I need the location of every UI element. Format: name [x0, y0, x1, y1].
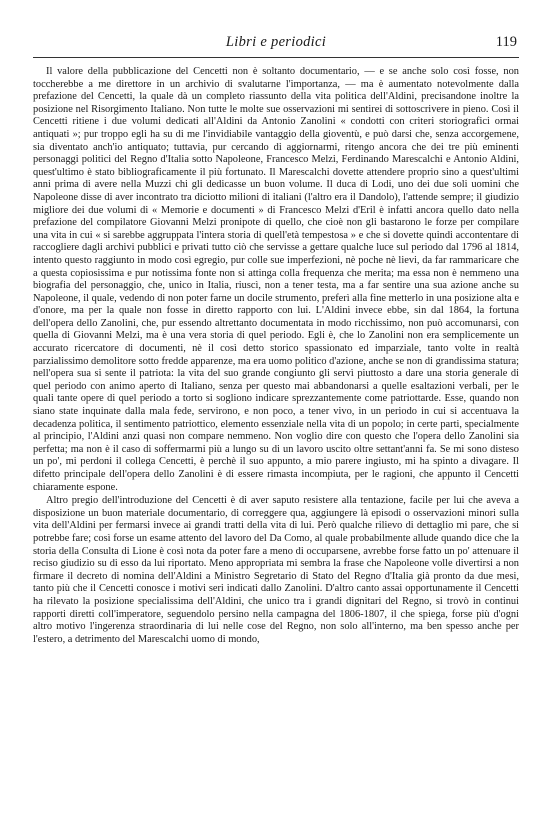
header-rule [33, 57, 519, 58]
paragraph: Altro pregio dell'introduzione del Cencetti è di aver saputo resistere alla tentazione, facile per lui che aveva a disposizione un buon materiale documentario, di correggere qua, aggiungere là episodi o osservazioni minori sulla vita dell'Aldini per fermarsi invece ai grandi tratti della vita di lui. Però qualche rilievo di dettaglio mi pare, che si potrebbe fare; così forse un esame attento del lavoro del Da Como, al quale probabilmente allude quando dice che la storia della Consulta di Lione è così nota da poter fare a meno di occuparsene, avrebbe forse fatto un po' attenuare il reciso giudizio su di esso da lui riportato. Meno appropriata mi sembra la frase che Napoleone volle divertirsi a non firmare il decreto di nomina dell'Aldini a Ministro Segretario di Stato del Regno d'Italia già pronto da due mesi, tanto più che il Cencetti conosce i motivi seri indicati dallo Zanolini. D'altro canto assai opportunamente il Cencetti ha rilevato la posizione specialissima dell'Aldini, che unico tra i grandi dignitari del Regno, si trovò in continui rapporti diretti coll'imperatore, seguendolo persino nella campagna del 1806-1807, il che spiega, forse più d'ogni altro motivo l'ingerenza straordinaria di lui nelle cose del Regno, non solo all'interno, ma ben spesso anche per l'estero, a detrimento del Marescalchi uomo di mondo, [33, 495, 519, 645]
running-title: Libri e periodici [225, 34, 327, 50]
paragraph: Il valore della pubblicazione del Cencetti non è soltanto documentario, — e se anche solo così fosse, non toccherebbe a me direttore in un archivio di svalutarne l'importanza, — ma è aumentato notevolmente dalla prefazione del Cencetti, la quale dà un completo riassunto della vita politica dell'Aldini, precisandone inoltre la posizione nel Risorgimento Italiano. Non tutte le molte sue osservazioni mi sentirei di sottoscrivere in pieno. Così il Cencetti ritiene i due volumi dedicati all'Aldini da Antonio Zanolini « condotti con criteri storiografici ormai antiquati »; pur troppo egli ha su di me l'invidiabile vantaggio della gioventù, e può darsi che, senza accorgemene, sia diventato anch'io antiquato; tuttavia, pur cercando di aggiornarmi, ritengo ancora che dei tre più eminenti personaggi politici del Regno d'Italia sotto Napoleone, Francesco Melzi, Ferdinando Marescalchi e Antonio Aldini, quest'ultimo è stato bibliograficamente il più fortunato. Il Marescalchi dovette attendere proprio sino a quest'ultimi anni prima di avere nella Muzzi chi gli dedicasse un buon volume. Il duca di Lodi, uno dei due soli uomini che Napoleone disse di aver incontrato tra diciotto milioni di italiani (l'altro era il Dandolo), l'attende sempre; il giudizio migliore dei due volumi di « Memorie e documenti » di Francesco Melzi d'Eril è infatti ancora quello dato nella prefazione del compilatore Giovanni Melzi pronipote di quello, che cioè non gli bastarono le forze per compilare una vita in cui « si sarebbe aggruppata l'intera storia di quell'età tempestosa » e che si dovette quindi accontentare di raccogliere dagli archivi pubblici e privati tutto ciò che servisse a gettare qualche luce sul periodo dal 1796 al 1814, intento questo raggiunto in modo così egregio, pur colle sue imperfezioni, nè poche nè lievi, da far rammaricare che a questa copiosissima e pur notissima fonte non si attinga colla frequenza che merita; ma essa non è nemmeno una biografia del personaggio, che, unico in Italia, riuscì, non a tener testa, ma a far sentire una sua azione anche su Napoleone, il quale, vedendo di non poter farne un docile strumento, preferì alla fine metterlo in una posizione alta e d'onore, ma per la quale non fosse in diretto rapporto con lui. L'Aldini invece ebbe, sin dal 1864, la fortuna dell'opera dello Zanolini, che, pur essendo altrettanto documentata in modo ricchissimo, non può accomunarsi, con quella di Giovanni Melzi, ma è una vera storia di quel periodo. Egli è, che lo Zanolini non era semplicemente un accurato ricercatore di documenti, nè il così detto storico spassionato ed imparziale, tanto volte in realtà parzialissimo demolitore sotto fredde apparenze, ma era uomo politico d'azione, anche se non di grandissima statura; nell'opera sua si sente il patriota: la vita del suo grande congiunto gli servì piuttosto a dare una storia generale di quel periodo con animo aperto di Italiano, senza per questo mai abbandonarsi a quelle esaltazioni verbali, per le quali tante opere di quel periodo a torto si sogliono indicare sprezzantemente come patriottarde. Esse, quando non siano state inquinate dalla mala fede, servirono, e non poco, a tener vivo, in un periodo in cui si accentuava la decadenza politica, il sentimento patriottico, elemento essenziale nella vita di un popolo; in certe parti, specialmente al principio, l'Aldini anzi quasi non compare nemmeno. Non voglio dire con questo che l'opera dello Zanolini sia perfetta; ma non è il caso di soffermarmi più a lungo su di un lavoro uscito oltre settant'anni fa. Se mi sono disteso un po', mi perdoni il collega Cencetti, è perchè il suo appunto, a mio parere ingiusto, mi ha spinto a divagare. Il difetto principale dell'opera dello Zanolini è di essere rimasta incompiuta, per le ragioni, che appunto il Cencetti chiaramente espone. [33, 66, 519, 493]
text-body [33, 66, 519, 646]
running-header [33, 34, 519, 52]
page-number: 119 [495, 34, 517, 50]
